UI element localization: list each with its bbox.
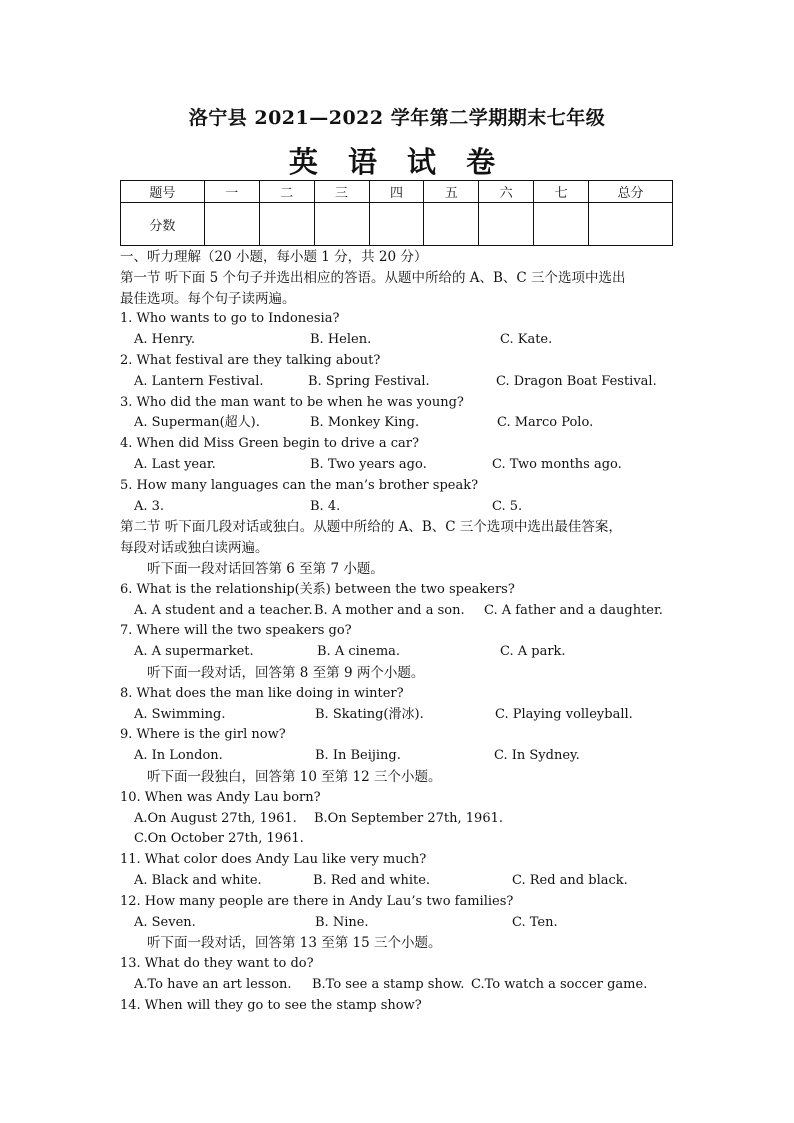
option-a: A. Lantern Festival. (134, 373, 264, 389)
option-a: A. Last year. (134, 456, 216, 472)
option-b: B. Monkey King. (310, 415, 420, 431)
question-text: 2. What festival are they talking about? (120, 352, 381, 368)
score-cell[interactable] (534, 203, 589, 246)
option-c: C. Kate. (500, 332, 553, 348)
question-options (120, 913, 690, 934)
score-header-cell: 四 (369, 181, 424, 203)
option-c: C.On October 27th, 1961. (134, 831, 304, 847)
score-header-cell: 七 (534, 181, 589, 203)
part2-instruction: 每段对话或独白读两遍。 (120, 540, 269, 557)
score-header-cell: 六 (479, 181, 534, 203)
exam-content (120, 247, 690, 1016)
option-a: A. Superman(超人). (134, 415, 260, 431)
option-c: C.To watch a soccer game. (471, 976, 648, 992)
question-text: 5. How many languages can the man’s brother speak? (120, 477, 479, 493)
score-header-cell: 题号 (121, 181, 205, 203)
option-a: A. Swimming. (134, 706, 226, 722)
score-cell[interactable] (259, 203, 314, 246)
option-b: B. Skating(滑冰). (315, 706, 424, 722)
score-table (120, 180, 673, 246)
score-table-header-row (121, 181, 673, 203)
question-text: 13. What do they want to do? (120, 956, 314, 972)
option-a: A. A supermarket. (134, 644, 254, 660)
score-table-score-row (121, 203, 673, 246)
score-cell[interactable] (479, 203, 534, 246)
part1-instruction: 第一节 听下面 5 个句子并选出相应的答语。从题中所给的 A、B、C 三个选项中选出 (120, 269, 626, 286)
question-options (120, 975, 690, 996)
option-b: B.To see a stamp show. (312, 976, 465, 992)
question-text: 14. When will they go to see the stamp show? (120, 997, 422, 1013)
option-a: A. Henry. (134, 332, 196, 348)
question-text: 11. What color does Andy Lau like very much? (120, 852, 427, 868)
part2-instruction: 第二节 听下面几段对话或独白。从题中所给的 A、B、C 三个选项中选出最佳答案， (120, 519, 622, 536)
score-cell[interactable] (369, 203, 424, 246)
option-b: B. Red and white. (313, 872, 431, 888)
option-a: A. Black and white. (134, 872, 262, 888)
option-c: C. Dragon Boat Festival. (496, 373, 657, 389)
exam-subtitle: 英 语 试 卷 (288, 145, 506, 179)
listening-instruction: 听下面一段对话回答第 6 至第 7 小题。 (147, 560, 384, 577)
question-text: 6. What is the relationship(关系) between the two speakers? (120, 581, 515, 597)
question-options (120, 871, 690, 892)
score-cell[interactable] (424, 203, 479, 246)
option-b: B. A cinema. (317, 644, 401, 660)
option-c: C. Playing volleyball. (495, 706, 633, 722)
score-header-cell: 三 (314, 181, 369, 203)
question-text: 12. How many people are there in Andy Lau’s two families? (120, 893, 514, 909)
option-b: B.On September 27th, 1961. (314, 810, 503, 826)
option-b: B. Spring Festival. (308, 373, 430, 389)
score-cell[interactable] (314, 203, 369, 246)
score-header-cell: 五 (424, 181, 479, 203)
option-c: C. Marco Polo. (497, 415, 594, 431)
question-options (120, 413, 690, 434)
question-text: 8. What does the man like doing in winter? (120, 685, 404, 701)
question-options (120, 372, 690, 393)
section-heading: 一、听力理解（20 小题，每小题 1 分，共 20 分） (120, 249, 428, 265)
question-text: 3. Who did the man want to be when he was young? (120, 394, 464, 410)
question-text: 1. Who wants to go to Indonesia? (120, 311, 340, 327)
option-b: B. A mother and a son. (314, 602, 465, 618)
score-cell[interactable] (204, 203, 259, 246)
option-c: C. A father and a daughter. (484, 602, 663, 618)
question-options (120, 497, 690, 518)
option-a: A. In London. (134, 748, 223, 764)
option-a: A.On August 27th, 1961. (134, 810, 297, 826)
score-header-cell: 一 (204, 181, 259, 203)
option-c: C. Ten. (512, 914, 558, 930)
question-options (120, 455, 690, 476)
part1-instruction: 最佳选项。每个句子读两遍。 (120, 290, 296, 307)
score-row-label: 分数 (121, 203, 205, 246)
option-c: C. A park. (500, 644, 566, 660)
option-b: B. In Beijing. (315, 748, 401, 764)
question-text: 10. When was Andy Lau born? (120, 789, 321, 805)
exam-title: 洛宁县 2021—2022 学年第二学期期末七年级 (188, 107, 606, 129)
score-cell[interactable] (589, 203, 673, 246)
option-b: B. Nine. (315, 914, 369, 930)
option-a: A.To have an art lesson. (134, 976, 292, 992)
question-options (120, 330, 690, 351)
score-header-cell: 总分 (589, 181, 673, 203)
option-a: A. 3. (134, 498, 165, 514)
listening-instruction: 听下面一段对话，回答第 13 至第 15 三个小题。 (147, 935, 442, 952)
question-options (120, 829, 690, 850)
score-header-cell: 二 (259, 181, 314, 203)
option-c: C. In Sydney. (494, 748, 580, 764)
listening-instruction: 听下面一段独白，回答第 10 至第 12 三个小题。 (147, 768, 442, 785)
question-options (120, 705, 690, 726)
option-b: B. 4. (310, 498, 341, 514)
question-options (120, 809, 690, 830)
option-c: C. Red and black. (512, 872, 628, 888)
question-text: 9. Where is the girl now? (120, 727, 286, 743)
option-a: A. A student and a teacher. (134, 602, 313, 618)
question-options (120, 601, 690, 622)
question-text: 4. When did Miss Green begin to drive a car? (120, 436, 419, 452)
option-b: B. Helen. (310, 332, 372, 348)
option-a: A. Seven. (134, 914, 196, 930)
question-options (120, 746, 690, 767)
question-text: 7. Where will the two speakers go? (120, 623, 352, 639)
option-b: B. Two years ago. (310, 456, 427, 472)
option-c: C. 5. (492, 498, 523, 514)
option-c: C. Two months ago. (492, 456, 622, 472)
listening-instruction: 听下面一段对话，回答第 8 至第 9 两个小题。 (147, 664, 425, 681)
question-options (120, 642, 690, 663)
